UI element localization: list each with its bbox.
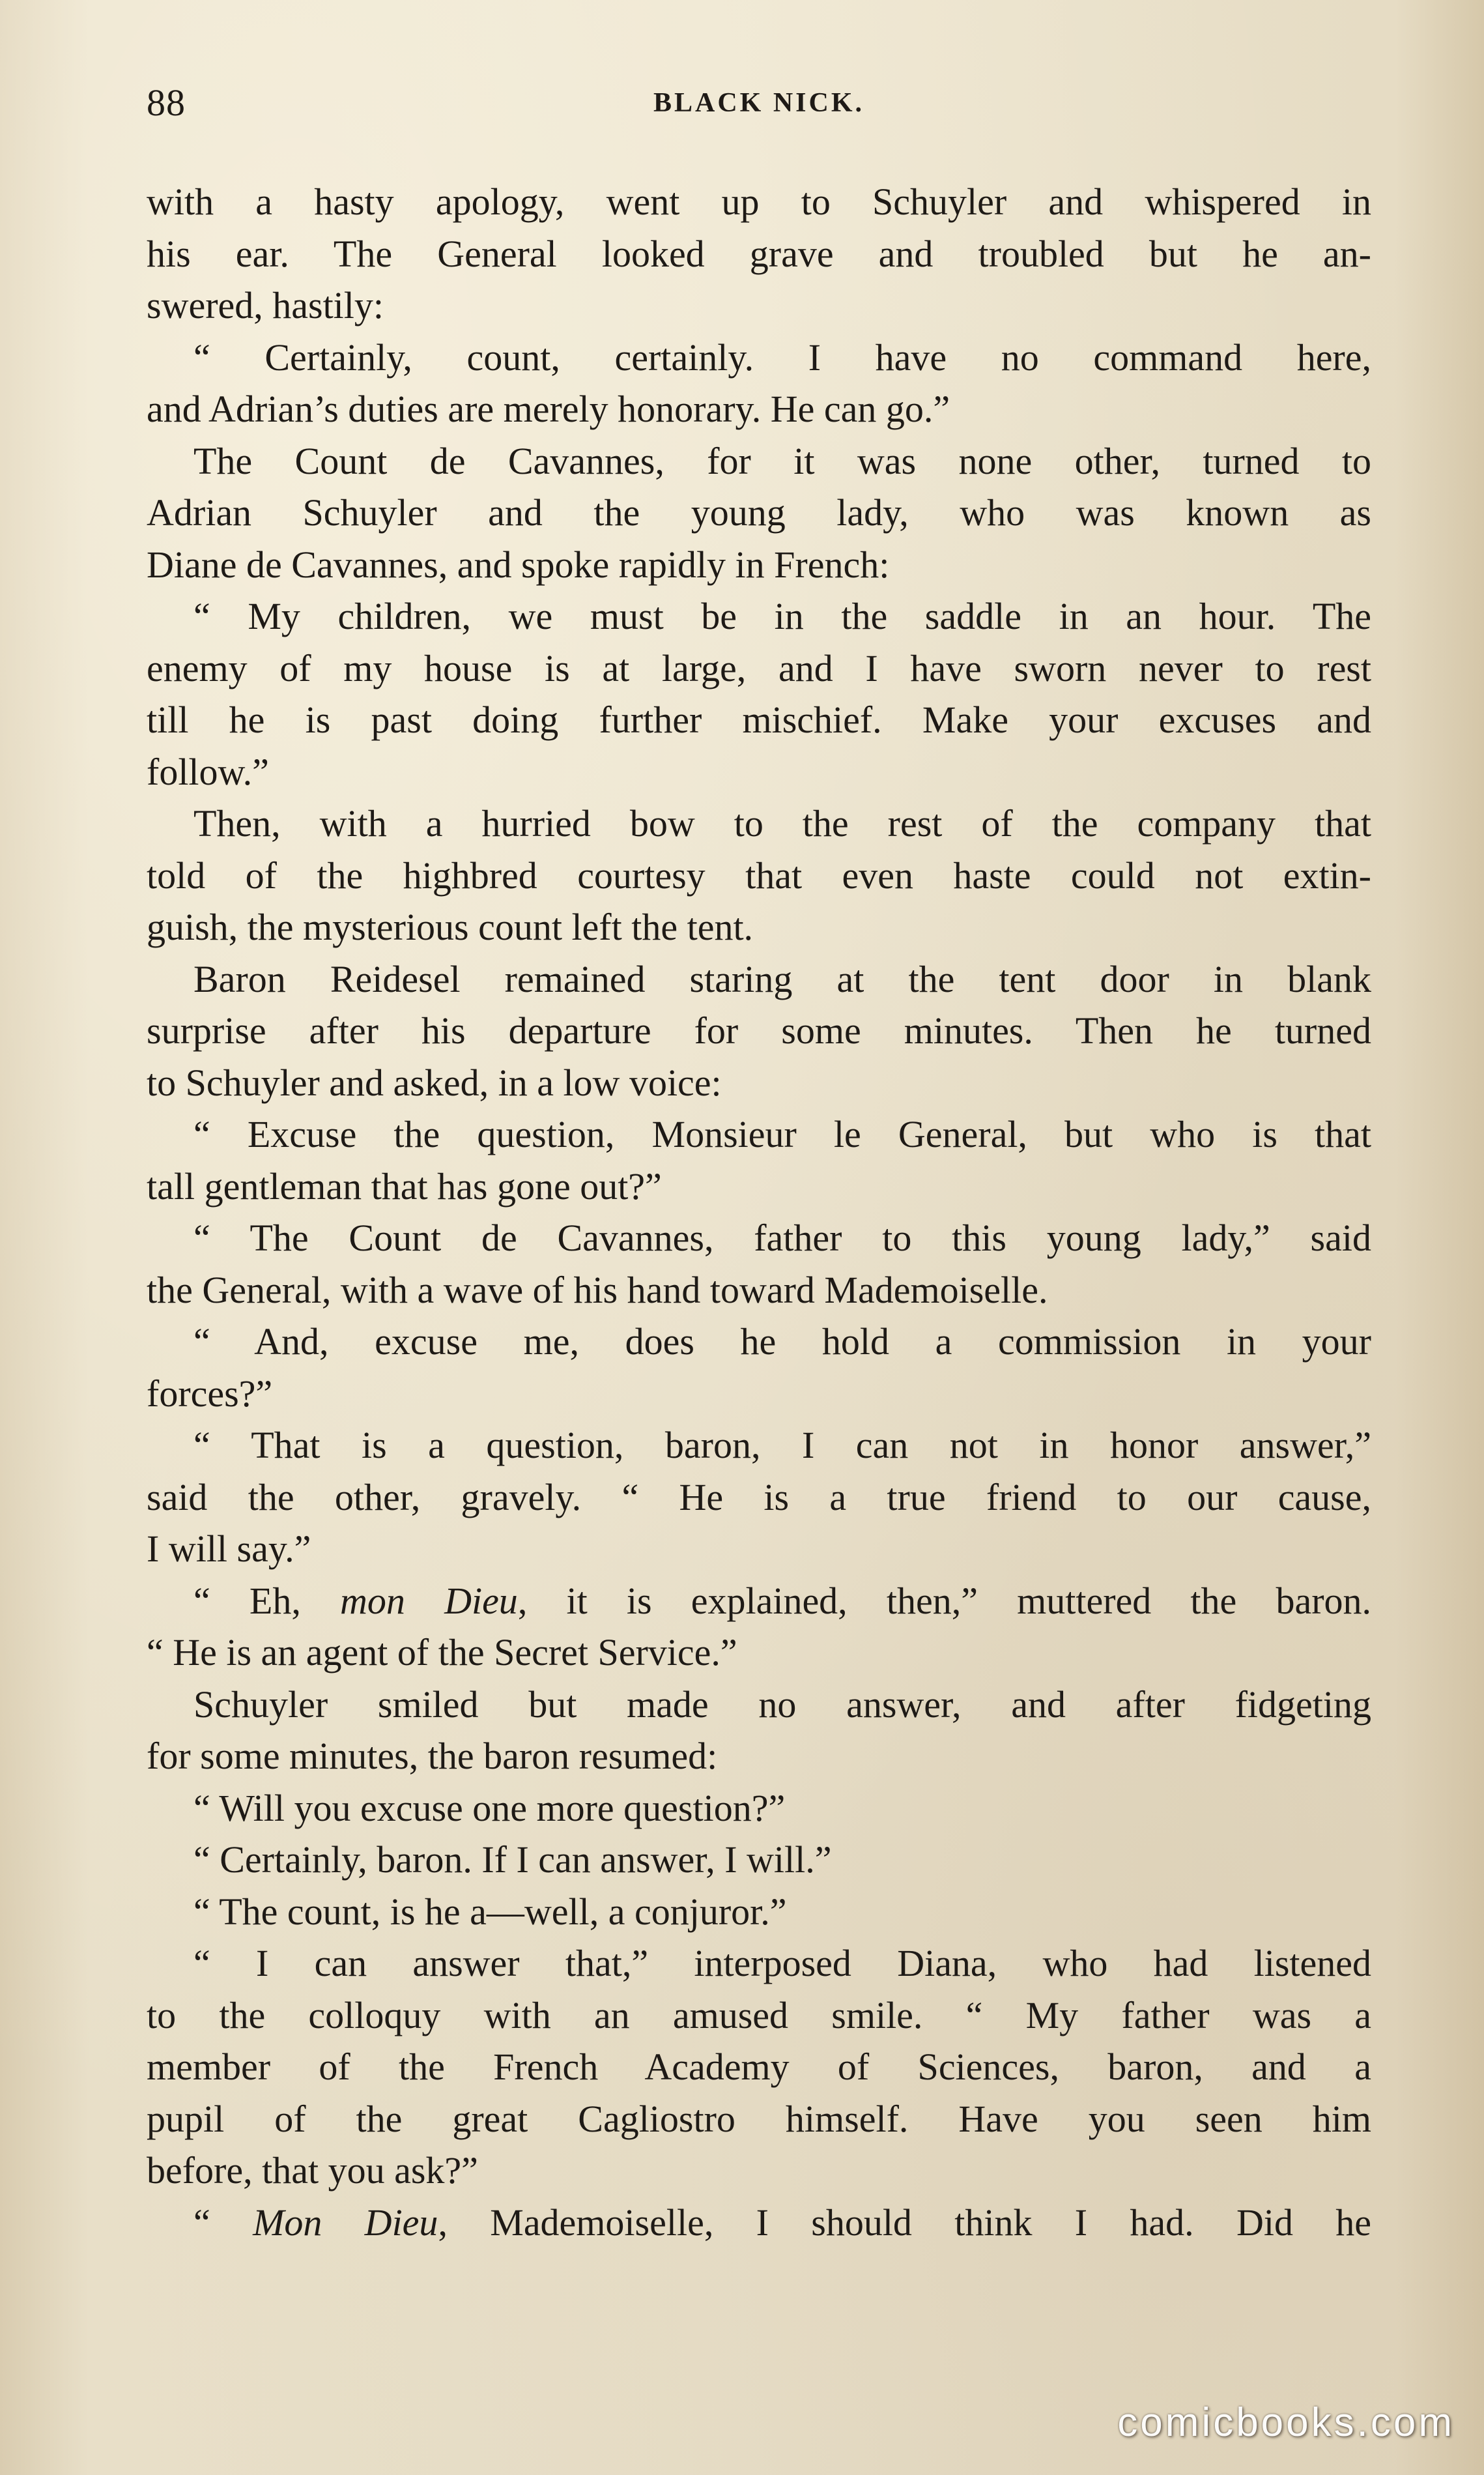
text-line: I will say.” <box>147 1527 311 1570</box>
text-line: “ Certainly, count, certainly. I have no command here, <box>193 336 1371 379</box>
text-line: enemy of my house is at large, and I have sworn never to rest <box>147 646 1371 689</box>
text-line: with a hasty apology, went up to Schuyler and whispered in <box>147 181 1371 223</box>
text-line: forces?” <box>147 1372 273 1415</box>
text-line: “ Will you excuse one more question?” <box>193 1786 786 1829</box>
text-line: Schuyler smiled but made no answer, and after fidgeting <box>193 1683 1371 1726</box>
text-line: “ Eh, mon Dieu, it is explained, then,” muttered the baron. <box>193 1579 1371 1622</box>
page-number: 88 <box>147 81 186 124</box>
text-line: “ And, excuse me, does he hold a commission in your <box>193 1320 1371 1363</box>
text-line: the General, with a wave of his hand toward Mademoiselle. <box>147 1268 1048 1311</box>
text-line: before, that you ask?” <box>147 2149 478 2192</box>
text-line: and Adrian’s duties are merely honorary. He can go.” <box>147 388 950 430</box>
text-line: “ I can answer that,” interposed Diana, who had listened <box>193 1942 1371 1984</box>
text-line: surprise after his departure for some minutes. Then he turned <box>147 1009 1371 1052</box>
text-line: “ That is a question, baron, I can not in honor answer,” <box>193 1424 1371 1466</box>
text-line: Adrian Schuyler and the young lady, who was known as <box>147 491 1371 534</box>
text-line: “ Mon Dieu, Mademoiselle, I should think I had. Did he <box>193 2201 1371 2244</box>
text-line: guish, the mysterious count left the tent. <box>147 906 754 948</box>
text-line: Then, with a hurried bow to the rest of the company that <box>193 802 1371 845</box>
text-line: for some minutes, the baron resumed: <box>147 1735 718 1777</box>
body-text <box>147 176 1371 2248</box>
text-line: follow.” <box>147 750 269 793</box>
text-line: said the other, gravely. “ He is a true friend to our cause, <box>147 1475 1371 1518</box>
text-line: “ The Count de Cavannes, father to this young lady,” said <box>193 1217 1371 1259</box>
text-line: member of the French Academy of Sciences, baron, and a <box>147 2046 1371 2088</box>
text-line: pupil of the great Cagliostro himself. Have you seen him <box>147 2097 1371 2140</box>
text-line: Diane de Cavannes, and spoke rapidly in French: <box>147 543 890 586</box>
text-line: “ My children, we must be in the saddle in an hour. The <box>193 595 1371 637</box>
italic-phrase: Mon Dieu <box>253 2201 438 2244</box>
running-title: BLACK NICK. <box>653 88 865 118</box>
text-line: “ The count, is he a—well, a conjuror.” <box>193 1890 787 1933</box>
text-line: “ Excuse the question, Monsieur le General, but who is that <box>193 1113 1371 1155</box>
text-line: to Schuyler and asked, in a low voice: <box>147 1061 722 1104</box>
text-line: swered, hastily: <box>147 284 384 326</box>
text-line: “ He is an agent of the Secret Service.” <box>147 1631 737 1673</box>
text-line: told of the highbred courtesy that even haste could not extin- <box>147 854 1371 897</box>
text-line: to the colloquy with an amused smile. “ My father was a <box>147 1993 1371 2036</box>
text-line: Baron Reidesel remained staring at the tent door in blank <box>193 957 1371 1000</box>
text-line: “ Certainly, baron. If I can answer, I will.” <box>193 1838 832 1881</box>
text-line: till he is past doing further mischief. Make your excuses and <box>147 699 1371 741</box>
text-line: his ear. The General looked grave and troubled but he an- <box>147 232 1371 275</box>
text-line: tall gentleman that has gone out?” <box>147 1165 662 1208</box>
italic-phrase: mon Dieu <box>340 1579 518 1622</box>
watermark: comicbooks.com <box>1117 2400 1455 2445</box>
page-header <box>147 77 1371 129</box>
text-line: The Count de Cavannes, for it was none other, turned to <box>193 439 1371 482</box>
